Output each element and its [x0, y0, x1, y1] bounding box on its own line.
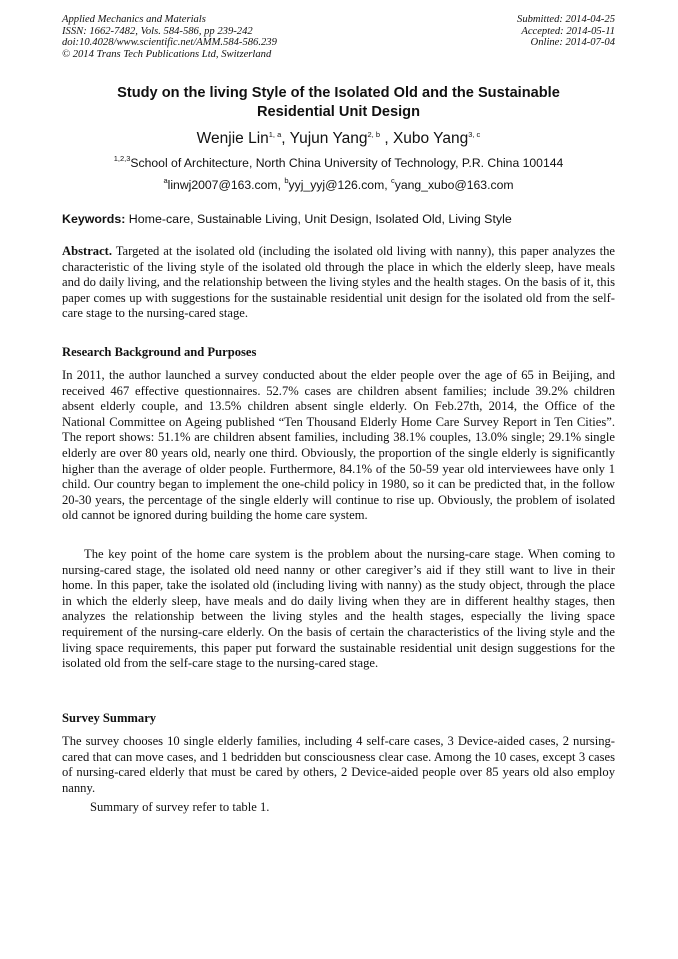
author-affil-marker: 2, b [367, 130, 381, 139]
email-separator: , [277, 178, 285, 192]
title-line-1: Study on the living Style of the Isolated Old and the Sustainable [117, 85, 560, 101]
email-marker: c [391, 176, 395, 185]
email-list [62, 178, 615, 193]
author-list [62, 130, 615, 148]
section-heading-survey: Survey Summary [62, 711, 157, 725]
title-line-2: Residential Unit Design [257, 104, 420, 120]
section-heading-research: Research Background and Purposes [62, 345, 257, 359]
doi-line: doi:10.4028/www.scientific.net/AMM.584-586.239 [62, 37, 277, 49]
email-address: yang_xubo@163.com [394, 178, 514, 192]
email-marker: b [284, 176, 289, 185]
accepted-date: Accepted: 2014-05-11 [521, 25, 615, 37]
author-affil-marker: 3, c [468, 130, 481, 139]
author-name: Xubo Yang [392, 130, 469, 147]
paragraph: Summary of survey refer to table 1. [90, 800, 270, 814]
abstract-text: Targeted at the isolated old (including the isolated old living with nanny), this paper analyzes the characteristic of the living style of the isolated old through the place in which the elderly sleep, have meals and do daily living, and the relationship between the living styles and the health stages. On the basis of it, this paper comes up with suggestions for the sustainable residential unit design for the isolated old from the self-care stage to the nursing-cared stage. [62, 244, 615, 321]
author-name: Yujun Yang [289, 130, 368, 147]
paragraph: In 2011, the author launched a survey conducted about the elder people over the age of 65 in Beijing, and received 467 effective questionnaires. 52.7% cases are children absent families; include 39.2% children absent elderly couple, and 13.5% children absent single elderly. On Feb.27th, 2014, the Office of the National Committee on Ageing published “Ten Thousand Elderly Home Care Survey Report in Ten Cities”. The report shows: 51.1% are children absent families, including 38.1% couples, 13.0% single; 29.1% single elderly are over 80 years old, nearly one third. Obviously, the proportion of the single elderly is significantly higher than the average of older people. Furthermore, 84.1% of the 50-59 year old interviewees have only 1 child. Our country began to implement the one-child policy in 1980, so it can be predicted that, in the follow 20-30 years, the percentage of the single elderly will continue to rise up. Obviously, the problem of isolated old cannot be ignored during building the home care system. [62, 368, 615, 523]
keywords-label: Keywords: [62, 212, 126, 226]
email-separator: , [384, 178, 391, 192]
email-address: yyj_yyj@126.com [288, 178, 385, 192]
affiliation-marker: 1,2,3 [113, 154, 131, 163]
journal-header [62, 14, 277, 60]
submission-dates [517, 14, 615, 49]
keywords [62, 212, 615, 227]
issn-line: ISSN: 1662-7482, Vols. 584-586, pp 239-242 [62, 25, 253, 37]
paper-title [62, 84, 615, 122]
abstract [62, 244, 615, 322]
online-date: Online: 2014-07-04 [530, 37, 615, 49]
author-separator: , [380, 130, 393, 147]
author-separator: , [281, 130, 290, 147]
submitted-date: Submitted: 2014-04-25 [517, 14, 615, 25]
author-name: Wenjie Lin [196, 130, 269, 147]
affiliation [62, 156, 615, 171]
author-affil-marker: 1, a [268, 130, 282, 139]
paragraph: The survey chooses 10 single elderly families, including 4 self-care cases, 3 Device-aided cases, 2 nursing-cared that can move cases, and 1 bedridden but consciousness clear case. Among the 10 cases, except 3 cases of nursing-cared elderly that must be cared by others, 2 Device-aided people over 85 years old also employ nanny. [62, 734, 615, 795]
journal-name: Applied Mechanics and Materials [62, 14, 206, 25]
email-address: linwj2007@163.com [167, 178, 278, 192]
copyright-line: © 2014 Trans Tech Publications Ltd, Switzerland [62, 48, 272, 60]
affiliation-text: School of Architecture, North China University of Technology, P.R. China 100144 [130, 156, 564, 170]
keywords-text: Home-care, Sustainable Living, Unit Design, Isolated Old, Living Style [125, 212, 512, 226]
paragraph: The key point of the home care system is the problem about the nursing-care stage. When coming to nursing-cared stage, the isolated old need nanny or other caregiver’s aid if they still want to live in their home. In this paper, take the isolated old (including living with nanny) as the study object, through the place in which the elderly sleep, have meals and do daily living when they are in different healthy stages, then analyzes the relationship between the living styles and the health stages, especially the living space requirement of the nursing-care elderly. On the basis of certain the characteristics of the living style and the living space requirements, this paper put forward the sustainable residential unit design suggestions for the isolated old from the self-care stage to the nursing-cared stage. [62, 547, 615, 671]
abstract-label: Abstract. [62, 244, 113, 258]
email-marker: a [163, 176, 168, 185]
